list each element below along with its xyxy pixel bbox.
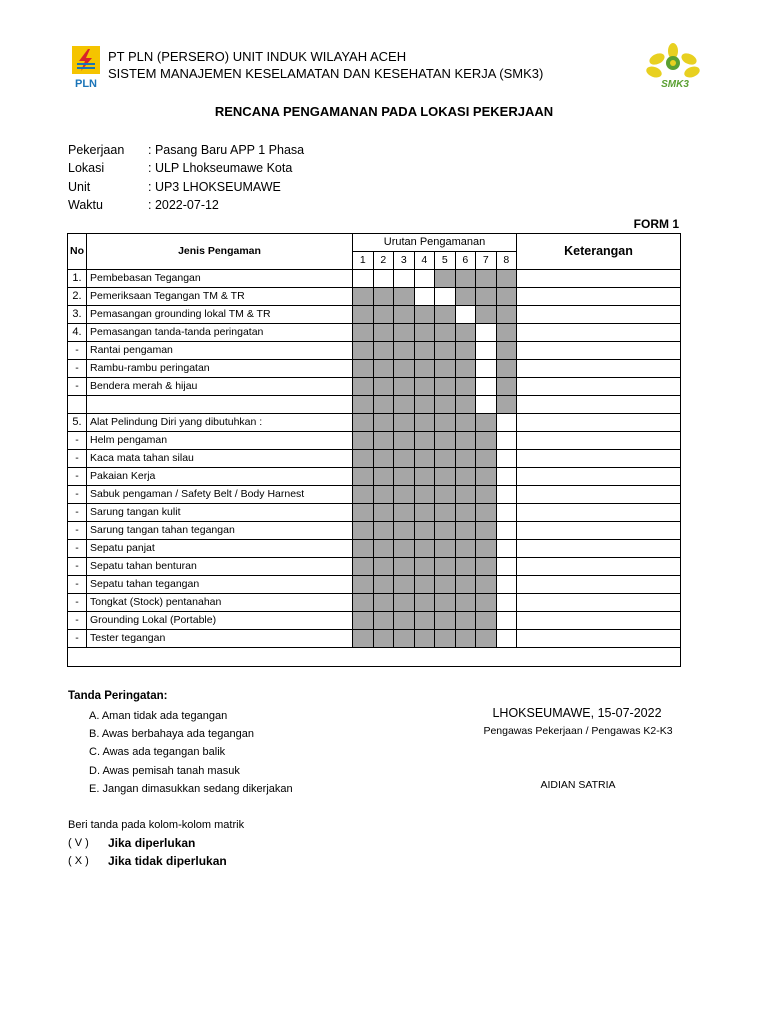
order-cell-4 [414,612,435,630]
row-dash: - [68,432,87,450]
order-cell-4 [414,468,435,486]
order-cell-3 [394,630,415,648]
order-cell-5[interactable] [435,288,456,306]
order-cell-5 [435,468,456,486]
order-cell-8[interactable] [496,594,517,612]
keterangan-cell[interactable] [517,270,681,288]
row-label: Sarung tangan tahan tegangan [87,522,353,540]
signature-role: Pengawas Pekerjaan / Pengawas K2-K3 [483,725,673,737]
order-cell-4 [414,324,435,342]
row-dash: - [68,540,87,558]
warning-sign-d: D. Awas pemisah tanah masuk [89,765,240,777]
smk3-logo-text: SMK3 [661,79,689,90]
row-label: Sabuk pengaman / Safety Belt / Body Harnest [87,486,353,504]
row-number: 5. [68,414,87,432]
order-cell-6 [455,558,476,576]
order-cell-7 [476,468,497,486]
marking-text-v: Jika diperlukan [108,836,196,850]
order-cell-8 [496,288,517,306]
row-label: Grounding Lokal (Portable) [87,612,353,630]
order-cell-3 [394,396,415,414]
row-label: Tester tegangan [87,630,353,648]
order-cell-7 [476,450,497,468]
info-value-unit: : UP3 LHOKSEUMAWE [148,180,281,194]
row-label [87,396,353,414]
table-row [68,594,681,612]
table-row [68,378,681,396]
order-cell-8[interactable] [496,558,517,576]
keterangan-cell[interactable] [517,468,681,486]
col-header-order-2: 2 [373,252,394,270]
col-header-order-7: 7 [476,252,497,270]
order-cell-6 [455,630,476,648]
order-cell-5 [435,630,456,648]
order-cell-1 [353,612,374,630]
order-cell-2 [373,468,394,486]
order-cell-4 [414,630,435,648]
row-label: Sepatu panjat [87,540,353,558]
order-cell-5 [435,612,456,630]
table-row [68,414,681,432]
order-cell-7 [476,270,497,288]
order-cell-2 [373,486,394,504]
keterangan-cell[interactable] [517,486,681,504]
warning-sign-c: C. Awas ada tegangan balik [89,746,226,758]
info-label-lokasi: Lokasi [68,161,105,175]
order-cell-7 [476,522,497,540]
row-dash: - [68,558,87,576]
order-cell-3 [394,378,415,396]
keterangan-cell[interactable] [517,432,681,450]
keterangan-cell[interactable] [517,414,681,432]
order-cell-7 [476,540,497,558]
col-header-order-8: 8 [496,252,517,270]
row-label: Pembebasan Tegangan [87,270,353,288]
order-cell-1 [353,378,374,396]
info-value-lokasi: : ULP Lhokseumawe Kota [148,161,293,175]
order-cell-4[interactable] [414,270,435,288]
warning-sign-a: A. Aman tidak ada tegangan [89,710,228,722]
info-value-pekerjaan: : Pasang Baru APP 1 Phasa [148,143,305,157]
order-cell-7 [476,288,497,306]
table-row [68,450,681,468]
footer-cell [68,648,681,667]
order-cell-4 [414,414,435,432]
order-cell-5 [435,360,456,378]
order-cell-8 [496,396,517,414]
keterangan-cell[interactable] [517,558,681,576]
row-label: Pemeriksaan Tegangan TM & TR [87,288,353,306]
order-cell-6 [455,540,476,558]
table-row [68,432,681,450]
order-cell-8[interactable] [496,576,517,594]
order-cell-2 [373,306,394,324]
order-cell-6 [455,396,476,414]
order-cell-6 [455,612,476,630]
order-cell-3 [394,504,415,522]
row-number [68,396,87,414]
order-cell-5 [435,432,456,450]
keterangan-cell[interactable] [517,378,681,396]
table-row [68,468,681,486]
keterangan-cell[interactable] [517,306,681,324]
row-number: 2. [68,288,87,306]
order-cell-1 [353,468,374,486]
order-cell-5 [435,378,456,396]
order-cell-4 [414,594,435,612]
row-dash: - [68,486,87,504]
order-cell-2 [373,522,394,540]
order-cell-7 [476,414,497,432]
order-cell-5 [435,342,456,360]
order-cell-2 [373,612,394,630]
order-cell-5 [435,504,456,522]
table-row [68,396,681,414]
info-label-unit: Unit [68,180,91,194]
col-header-jenis: Jenis Pengaman [87,234,353,270]
col-header-order-6: 6 [455,252,476,270]
order-cell-6 [455,504,476,522]
safety-matrix [67,233,680,671]
order-cell-5 [435,486,456,504]
order-cell-8[interactable] [496,630,517,648]
order-cell-3 [394,450,415,468]
order-cell-7 [476,486,497,504]
col-header-order-3: 3 [394,252,415,270]
order-cell-6 [455,288,476,306]
order-cell-6 [455,450,476,468]
order-cell-5 [435,522,456,540]
order-cell-4 [414,306,435,324]
order-cell-1 [353,504,374,522]
order-cell-6 [455,468,476,486]
order-cell-7 [476,306,497,324]
order-cell-4 [414,522,435,540]
table-row [68,270,681,288]
pln-logo [68,46,104,90]
order-cell-6 [455,432,476,450]
row-label: Rantai pengaman [87,342,353,360]
keterangan-cell[interactable] [517,576,681,594]
order-cell-4 [414,396,435,414]
order-cell-5 [435,324,456,342]
warning-sign-e: E. Jangan dimasukkan sedang dikerjakan [89,783,293,795]
order-cell-1 [353,558,374,576]
order-cell-4 [414,378,435,396]
order-cell-3 [394,468,415,486]
order-cell-8 [496,342,517,360]
order-cell-8 [496,378,517,396]
header-text [108,48,543,82]
col-header-order-5: 5 [435,252,456,270]
order-cell-7 [476,576,497,594]
table-row [68,630,681,648]
order-cell-4[interactable] [414,288,435,306]
row-label: Tongkat (Stock) pentanahan [87,594,353,612]
order-cell-3 [394,432,415,450]
info-label-pekerjaan: Pekerjaan [68,143,125,157]
order-cell-4 [414,558,435,576]
order-cell-5 [435,558,456,576]
table-footer-row [68,648,681,667]
row-label: Helm pengaman [87,432,353,450]
smk3-logo [642,42,704,92]
keterangan-cell[interactable] [517,360,681,378]
order-cell-6 [455,486,476,504]
order-cell-1 [353,288,374,306]
row-label: Pemasangan tanda-tanda peringatan [87,324,353,342]
keterangan-cell[interactable] [517,288,681,306]
order-cell-3 [394,522,415,540]
pln-logo-text: PLN [75,78,97,90]
order-cell-7 [476,432,497,450]
order-cell-3 [394,594,415,612]
order-cell-6 [455,414,476,432]
order-cell-3 [394,612,415,630]
order-cell-2 [373,504,394,522]
col-header-order-4: 4 [414,252,435,270]
marking-text-x: Jika tidak diperlukan [108,854,227,868]
row-label: Bendera merah & hijau [87,378,353,396]
order-cell-5 [435,396,456,414]
table-row [68,360,681,378]
order-cell-4 [414,360,435,378]
row-label: Sarung tangan kulit [87,504,353,522]
order-cell-5 [435,576,456,594]
order-cell-6 [455,594,476,612]
order-cell-5 [435,270,456,288]
order-cell-2 [373,558,394,576]
form-label: FORM 1 [633,217,679,231]
order-cell-5 [435,306,456,324]
order-cell-1 [353,324,374,342]
row-label: Sepatu tahan tegangan [87,576,353,594]
order-cell-2 [373,342,394,360]
keterangan-cell[interactable] [517,612,681,630]
keterangan-cell[interactable] [517,450,681,468]
row-dash: - [68,594,87,612]
order-cell-1 [353,594,374,612]
table-row [68,486,681,504]
order-cell-4 [414,540,435,558]
order-cell-2 [373,432,394,450]
row-label: Pemasangan grounding lokal TM & TR [87,306,353,324]
order-cell-8[interactable] [496,504,517,522]
info-label-waktu: Waktu [68,198,103,212]
row-number: 3. [68,306,87,324]
keterangan-cell[interactable] [517,540,681,558]
order-cell-3[interactable] [394,270,415,288]
order-cell-6 [455,270,476,288]
order-cell-2 [373,288,394,306]
row-dash: - [68,576,87,594]
order-cell-8 [496,270,517,288]
order-cell-3 [394,576,415,594]
order-cell-4 [414,486,435,504]
order-cell-3 [394,324,415,342]
order-cell-5 [435,450,456,468]
keterangan-cell[interactable] [517,594,681,612]
order-cell-6[interactable] [455,306,476,324]
table-row [68,558,681,576]
keterangan-cell[interactable] [517,522,681,540]
order-cell-7[interactable] [476,342,497,360]
order-cell-5 [435,540,456,558]
order-cell-1 [353,450,374,468]
row-dash: - [68,450,87,468]
order-cell-1 [353,576,374,594]
signature-name: AIDIAN SATRIA [540,779,616,791]
order-cell-3 [394,288,415,306]
row-label: Pakaian Kerja [87,468,353,486]
row-number: 4. [68,324,87,342]
order-cell-6 [455,576,476,594]
company-line: PT PLN (PERSERO) UNIT INDUK WILAYAH ACEH [108,49,407,64]
order-cell-7[interactable] [476,396,497,414]
order-cell-7[interactable] [476,360,497,378]
order-cell-2 [373,378,394,396]
order-cell-8 [496,306,517,324]
order-cell-3 [394,540,415,558]
order-cell-2[interactable] [373,270,394,288]
order-cell-1 [353,432,374,450]
table-row [68,540,681,558]
row-label: Alat Pelindung Diri yang dibutuhkan : [87,414,353,432]
order-cell-8[interactable] [496,450,517,468]
table-row [68,324,681,342]
order-cell-1 [353,360,374,378]
marking-note: Beri tanda pada kolom-kolom matrik [68,819,245,831]
row-dash: - [68,378,87,396]
row-label: Rambu-rambu peringatan [87,360,353,378]
warning-sign-b: B. Awas berbahaya ada tegangan [89,728,254,740]
order-cell-1 [353,522,374,540]
order-cell-3 [394,360,415,378]
order-cell-6 [455,378,476,396]
order-cell-6 [455,522,476,540]
order-cell-2 [373,450,394,468]
order-cell-8[interactable] [496,468,517,486]
order-cell-2 [373,414,394,432]
order-cell-7 [476,612,497,630]
row-dash: - [68,630,87,648]
order-cell-2 [373,540,394,558]
order-cell-8[interactable] [496,540,517,558]
order-cell-1 [353,540,374,558]
order-cell-2 [373,360,394,378]
order-cell-6 [455,324,476,342]
table-row [68,612,681,630]
order-cell-1 [353,414,374,432]
order-cell-4 [414,576,435,594]
order-cell-4 [414,342,435,360]
order-cell-1 [353,396,374,414]
order-cell-3 [394,414,415,432]
order-cell-2 [373,576,394,594]
col-header-order-1: 1 [353,252,374,270]
row-dash: - [68,612,87,630]
order-cell-7 [476,558,497,576]
table-row [68,306,681,324]
info-value-waktu: : 2022-07-12 [148,198,219,212]
keterangan-cell[interactable] [517,630,681,648]
order-cell-3 [394,558,415,576]
order-cell-3 [394,342,415,360]
keterangan-cell[interactable] [517,324,681,342]
order-cell-8[interactable] [496,612,517,630]
order-cell-8[interactable] [496,432,517,450]
order-cell-1[interactable] [353,270,374,288]
order-cell-8[interactable] [496,522,517,540]
order-cell-6 [455,360,476,378]
row-dash: - [68,360,87,378]
order-cell-2 [373,594,394,612]
document-title: RENCANA PENGAMANAN PADA LOKASI PEKERJAAN [214,104,554,119]
order-cell-8 [496,324,517,342]
keterangan-cell[interactable] [517,504,681,522]
marking-code-v: ( V ) [68,837,89,849]
order-cell-1 [353,306,374,324]
order-cell-1 [353,630,374,648]
order-cell-7[interactable] [476,324,497,342]
col-header-no: No [68,234,87,270]
signature-place-date: LHOKSEUMAWE, 15-07-2022 [492,706,662,720]
row-number: 1. [68,270,87,288]
table-row [68,342,681,360]
row-dash: - [68,342,87,360]
row-dash: - [68,468,87,486]
order-cell-7 [476,504,497,522]
order-cell-7[interactable] [476,378,497,396]
order-cell-8[interactable] [496,414,517,432]
row-label: Kaca mata tahan silau [87,450,353,468]
order-cell-6 [455,342,476,360]
order-cell-7 [476,594,497,612]
order-cell-1 [353,342,374,360]
order-cell-4 [414,432,435,450]
order-cell-8[interactable] [496,486,517,504]
order-cell-8 [496,360,517,378]
system-line: SISTEM MANAJEMEN KESELAMATAN DAN KESEHATAN KERJA (SMK3) [108,66,544,81]
table-row [68,504,681,522]
table-row [68,576,681,594]
order-cell-4 [414,504,435,522]
order-cell-1 [353,486,374,504]
keterangan-cell[interactable] [517,342,681,360]
row-label: Sepatu tahan benturan [87,558,353,576]
row-dash: - [68,522,87,540]
table-row [68,522,681,540]
order-cell-5 [435,414,456,432]
col-header-keterangan: Keterangan [517,234,681,270]
table-row [68,288,681,306]
marking-code-x: ( X ) [68,855,89,867]
warning-signs-title: Tanda Peringatan: [68,690,168,702]
order-cell-3 [394,306,415,324]
order-cell-7 [476,630,497,648]
keterangan-cell[interactable] [517,396,681,414]
order-cell-3 [394,486,415,504]
row-dash: - [68,504,87,522]
col-header-urutan: Urutan Pengamanan [353,234,517,252]
order-cell-5 [435,594,456,612]
order-cell-4 [414,450,435,468]
order-cell-2 [373,630,394,648]
order-cell-2 [373,396,394,414]
order-cell-2 [373,324,394,342]
